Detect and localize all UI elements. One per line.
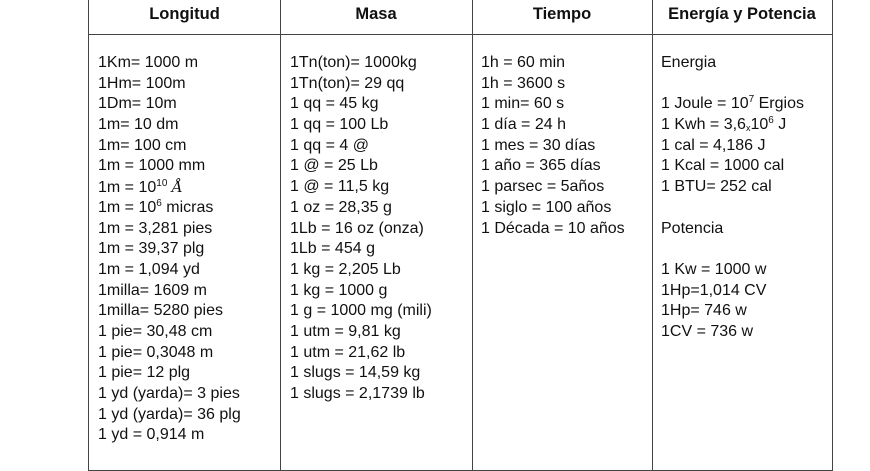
spacer bbox=[661, 198, 804, 219]
energia-title: Energia bbox=[661, 54, 717, 71]
energia-row: 1 Joule = $10^7$ Ergios bbox=[661, 94, 804, 113]
conversion-table bbox=[88, 0, 833, 471]
longitud-row: 1 pie= 0,3048 m bbox=[98, 343, 214, 361]
longitud-row: 1milla= 5280 pies bbox=[98, 302, 223, 320]
longitud-row: 1m = 1000 mm bbox=[98, 157, 206, 175]
masa-row: 1 utm = 9,81 kg bbox=[290, 322, 401, 340]
longitud-row: 1Dm= 10m bbox=[98, 95, 177, 113]
column-divider bbox=[472, 0, 473, 470]
tiempo-column bbox=[481, 53, 625, 239]
longitud-row: 1Km= 1000 m bbox=[98, 54, 199, 71]
tiempo-row: 1 parsec = 5años bbox=[481, 178, 605, 196]
masa-row: 1 @ = 25 Lb bbox=[290, 157, 378, 175]
tiempo-row: 1 min= 60 s bbox=[481, 95, 565, 113]
masa-row: 1 @ = 11,5 kg bbox=[290, 178, 390, 196]
header-energia-potencia: Energía y Potencia bbox=[668, 5, 816, 23]
potencia-row: 1Hp= 746 w bbox=[661, 302, 747, 320]
potencia-row: 1Hp=1,014 CV bbox=[661, 281, 767, 299]
longitud-row: $1m = 10^{10}$ Å bbox=[98, 178, 183, 197]
masa-row: 1 slugs = 14,59 kg bbox=[290, 364, 421, 382]
masa-row: 1Tn(ton)= 29 qq bbox=[290, 74, 405, 92]
masa-row: 1Tn(ton)= 1000kg bbox=[290, 54, 417, 71]
header-masa: Masa bbox=[355, 5, 397, 23]
longitud-row: 1 yd (yarda)= 36 plg bbox=[98, 405, 241, 423]
header-tiempo: Tiempo bbox=[532, 5, 592, 23]
spacer bbox=[661, 74, 804, 95]
energia-row: 1 BTU= 252 cal bbox=[661, 178, 772, 196]
masa-row: 1 kg = 1000 g bbox=[290, 281, 388, 299]
longitud-column bbox=[98, 53, 241, 446]
longitud-row: 1milla= 1609 m bbox=[98, 281, 207, 299]
tiempo-row: 1 Década = 10 años bbox=[481, 219, 625, 237]
longitud-row: 1Hm= 100m bbox=[98, 74, 186, 92]
tiempo-row: 1 día = 24 h bbox=[481, 116, 566, 134]
masa-row: 1 oz = 28,35 g bbox=[290, 198, 392, 216]
masa-row: 1 utm = 21,62 lb bbox=[290, 343, 406, 361]
spacer bbox=[661, 239, 804, 260]
masa-row: 1Lb = 16 oz (onza) bbox=[290, 219, 424, 237]
longitud-row: $1m = 10^6$ micras bbox=[98, 197, 214, 216]
potencia-title: Potencia bbox=[661, 219, 724, 237]
energia-row: 1 Kwh = $3,6_x10^6$ J bbox=[661, 115, 787, 134]
longitud-row: 1 pie= 30,48 cm bbox=[98, 322, 213, 340]
longitud-row: 1m = 3,281 pies bbox=[98, 219, 213, 237]
potencia-row: 1 Kw = 1000 w bbox=[661, 260, 767, 278]
masa-row: 1 slugs = 2,1739 lb bbox=[290, 385, 425, 402]
masa-row: 1Lb = 454 g bbox=[290, 240, 375, 258]
longitud-row: 1m= 100 cm bbox=[98, 136, 187, 154]
masa-row: 1 qq = 4 @ bbox=[290, 136, 369, 154]
potencia-row: 1CV = 736 w bbox=[661, 322, 754, 340]
masa-row: 1 qq = 100 Lb bbox=[290, 116, 389, 134]
longitud-row: 1 yd (yarda)= 3 pies bbox=[98, 385, 240, 402]
energia-row: 1 cal = 4,186 J bbox=[661, 136, 766, 154]
tiempo-row: 1 siglo = 100 años bbox=[481, 198, 612, 216]
tiempo-row: 1h = 3600 s bbox=[481, 74, 566, 92]
tiempo-row: 1h = 60 min bbox=[481, 54, 566, 71]
energia-potencia-column bbox=[661, 53, 804, 343]
masa-row: 1 qq = 45 kg bbox=[290, 95, 379, 113]
header-longitud: Longitud bbox=[149, 5, 220, 23]
column-divider bbox=[280, 0, 281, 470]
column-divider bbox=[652, 0, 653, 470]
masa-row: 1 g = 1000 mg (mili) bbox=[290, 302, 432, 320]
masa-row: 1 kg = 2,205 Lb bbox=[290, 260, 401, 278]
tiempo-row: 1 mes = 30 días bbox=[481, 136, 596, 154]
energia-row: 1 Kcal = 1000 cal bbox=[661, 157, 785, 175]
longitud-row: 1m = 1,094 yd bbox=[98, 260, 200, 278]
longitud-row: 1 yd = 0,914 m bbox=[98, 426, 205, 444]
longitud-row: 1m= 10 dm bbox=[98, 116, 179, 134]
longitud-row: 1 pie= 12 plg bbox=[98, 364, 191, 382]
masa-column bbox=[290, 53, 432, 405]
header-divider bbox=[89, 34, 832, 35]
longitud-row: 1m = 39,37 plg bbox=[98, 240, 205, 258]
tiempo-row: 1 año = 365 días bbox=[481, 157, 601, 175]
